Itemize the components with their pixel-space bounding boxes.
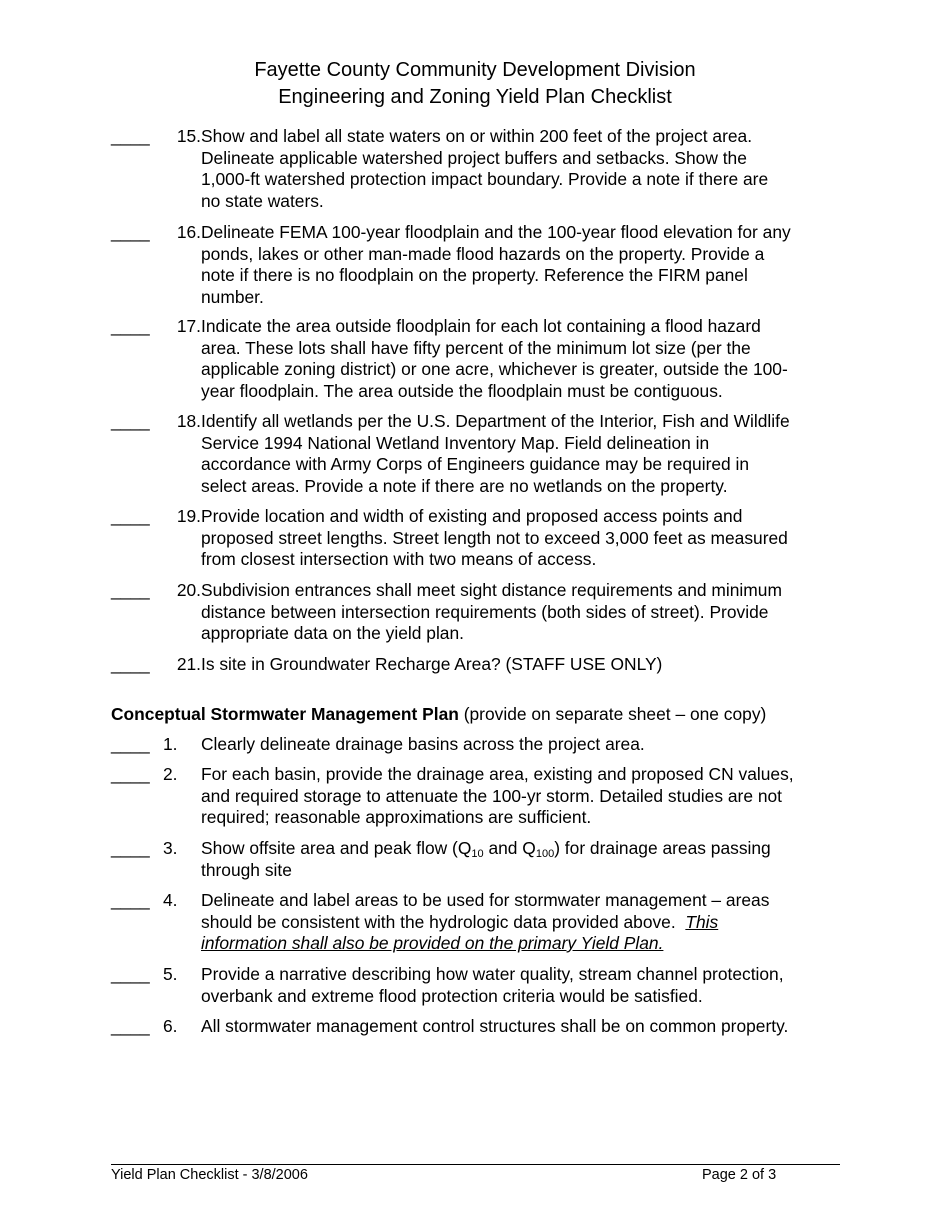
item-line: proposed street lengths. Street length not to exceed 3,000 feet as measured	[201, 527, 788, 548]
item-number: 3.	[163, 838, 178, 858]
item-line	[201, 838, 851, 860]
item-text	[201, 890, 851, 955]
item-line: note if there is no floodplain on the property. Reference the FIRM panel	[201, 265, 748, 285]
item-text	[201, 222, 851, 308]
item-text	[201, 964, 851, 1007]
checklist-item	[111, 222, 851, 308]
stormwater-item	[111, 964, 851, 1007]
item-line: select areas. Provide a note if there are no wetlands on the property.	[201, 475, 728, 496]
item-text	[201, 506, 851, 571]
footer-doc-title: Yield Plan Checklist - 3/8/2006	[111, 1167, 308, 1183]
item-number: 21.	[176, 654, 201, 674]
checklist-item	[111, 580, 851, 645]
item-line: Delineate and label areas to be used for stormwater management – areas	[201, 890, 770, 910]
check-blank[interactable]: ____	[111, 506, 150, 526]
stormwater-item	[111, 838, 851, 881]
footer-page-number: Page 2 of 3	[702, 1167, 777, 1183]
check-blank[interactable]: ____	[111, 222, 150, 242]
check-blank[interactable]: ____	[111, 964, 150, 984]
text-run: and Q	[483, 838, 536, 858]
underlined-text: information shall also be provided on the primary Yield Plan.	[201, 933, 664, 953]
check-blank[interactable]: ____	[111, 838, 150, 858]
item-line: and required storage to attenuate the 100-yr storm. Detailed studies are not	[201, 785, 782, 806]
section-title: Conceptual Stormwater Management Plan	[111, 704, 459, 724]
item-line: Show and label all state waters on or within 200 feet of the project area.	[201, 126, 753, 146]
item-line	[201, 912, 851, 934]
checklist-item	[111, 654, 851, 676]
check-blank[interactable]: ____	[111, 316, 150, 336]
item-line: Clearly delineate drainage basins across the project area.	[201, 734, 645, 754]
check-blank[interactable]: ____	[111, 734, 150, 754]
item-text	[201, 411, 851, 497]
item-line: Delineate FEMA 100-year floodplain and the 100-year flood elevation for any	[201, 222, 791, 242]
page-header	[0, 57, 950, 111]
header-org: Fayette County Community Development Division	[254, 59, 696, 81]
item-text	[201, 734, 851, 756]
check-blank[interactable]: ____	[111, 411, 150, 431]
item-line: 1,000-ft watershed protection impact boundary. Provide a note if there are	[201, 169, 769, 189]
footer-divider	[111, 1164, 840, 1165]
item-number: 18.	[176, 411, 201, 431]
check-blank[interactable]: ____	[111, 1016, 150, 1036]
item-number: 20.	[176, 580, 201, 600]
stormwater-item	[111, 1016, 851, 1038]
item-number: 4.	[163, 890, 178, 910]
item-line: Subdivision entrances shall meet sight distance requirements and minimum	[201, 580, 782, 600]
item-line: number.	[201, 286, 264, 307]
item-line: Provide location and width of existing and proposed access points and	[201, 506, 743, 526]
item-line: Is site in Groundwater Recharge Area? (STAFF USE ONLY)	[201, 654, 663, 674]
underlined-text: This	[685, 911, 719, 932]
item-number: 6.	[163, 1016, 178, 1036]
check-blank[interactable]: ____	[111, 890, 150, 910]
check-blank[interactable]: ____	[111, 654, 150, 674]
item-line: through site	[201, 859, 292, 880]
item-number: 16.	[176, 222, 201, 242]
item-line: required; reasonable approximations are sufficient.	[201, 807, 592, 827]
text-run: ) for drainage areas passing	[554, 838, 771, 858]
item-line: overbank and extreme flood protection criteria would be satisfied.	[201, 985, 703, 1006]
subscript: 10	[471, 848, 484, 860]
item-line: appropriate data on the yield plan.	[201, 623, 464, 643]
section-note: (provide on separate sheet – one copy)	[458, 704, 767, 724]
item-line: Service 1994 National Wetland Inventory Map. Field delineation in	[201, 432, 710, 453]
check-blank[interactable]: ____	[111, 126, 150, 146]
item-line: applicable zoning district) or one acre, whichever is greater, outside the 100-	[201, 359, 788, 379]
check-blank[interactable]: ____	[111, 580, 150, 600]
item-number: 15.	[176, 126, 201, 146]
item-text	[201, 126, 851, 212]
item-line: Provide a narrative describing how water quality, stream channel protection,	[201, 964, 784, 984]
item-text	[201, 764, 851, 829]
text-run: should be consistent with the hydrologic data provided above.	[201, 911, 686, 932]
item-line: Delineate applicable watershed project buffers and setbacks. Show the	[201, 147, 747, 168]
item-line: Indicate the area outside floodplain for each lot containing a flood hazard	[201, 316, 761, 336]
checklist-item	[111, 411, 851, 497]
header-title: Engineering and Zoning Yield Plan Checklist	[278, 86, 672, 108]
item-text	[201, 838, 851, 881]
stormwater-item	[111, 734, 851, 756]
item-text	[201, 580, 851, 645]
item-number: 5.	[163, 964, 178, 984]
checklist-item	[111, 126, 851, 212]
item-text	[201, 316, 851, 402]
item-line: ponds, lakes or other man-made flood hazards on the property. Provide a	[201, 243, 765, 264]
item-line: distance between intersection requirements (both sides of street). Provide	[201, 601, 769, 622]
item-number: 1.	[163, 734, 178, 754]
item-line: For each basin, provide the drainage area, existing and proposed CN values,	[201, 764, 794, 784]
stormwater-item	[111, 764, 851, 829]
checklist-item	[111, 316, 851, 402]
item-line: no state waters.	[201, 190, 324, 211]
item-line: All stormwater management control structures shall be on common property.	[201, 1016, 789, 1036]
section-heading	[111, 703, 766, 725]
checklist-item	[111, 506, 851, 571]
item-text	[201, 654, 851, 676]
item-number: 19.	[176, 506, 201, 526]
item-text	[201, 1016, 851, 1038]
item-line: area. These lots shall have fifty percent of the minimum lot size (per the	[201, 337, 751, 358]
item-line: accordance with Army Corps of Engineers guidance may be required in	[201, 454, 750, 474]
item-number: 17.	[176, 316, 201, 336]
text-run: Show offsite area and peak flow (Q	[201, 838, 472, 858]
item-line: Identify all wetlands per the U.S. Department of the Interior, Fish and Wildlife	[201, 411, 790, 431]
item-line: year floodplain. The area outside the floodplain must be contiguous.	[201, 380, 723, 401]
check-blank[interactable]: ____	[111, 764, 150, 784]
item-number: 2.	[163, 764, 178, 784]
subscript: 100	[535, 848, 555, 860]
item-line: from closest intersection with two means of access.	[201, 549, 597, 569]
stormwater-item	[111, 890, 851, 955]
